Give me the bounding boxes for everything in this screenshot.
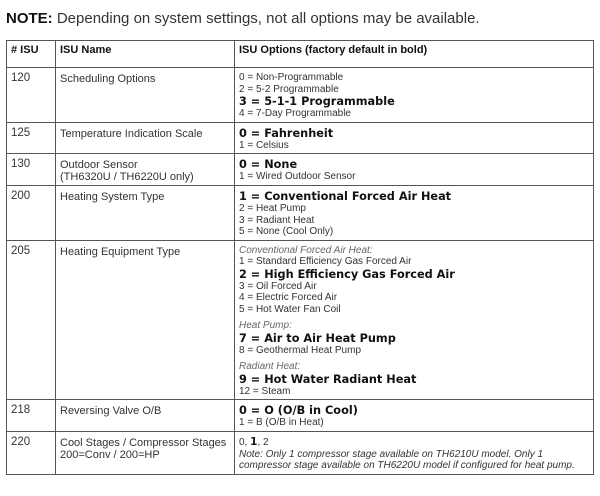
option-item: 2 = 5-2 Programmable [239,83,339,95]
option-item: 2 = Heat Pump [239,203,306,214]
table-row [7,431,594,474]
option-group-label: Heat Pump: [239,320,292,331]
option-item: 1 = Standard Efficiency Gas Forced Air [239,256,412,267]
default-option: 1 [250,435,258,448]
option-item: 1 = Wired Outdoor Sensor [239,171,356,182]
table-body [7,68,594,475]
note-text: Depending on system settings, not all options may be available. [52,10,480,27]
header-isu-name: ISU Name [56,41,235,68]
default-option: 9 = Hot Water Radiant Heat [239,372,417,386]
default-option: 0 = O (O/B in Cool) [239,404,358,417]
isu-name-cell [56,154,235,186]
default-option: 1 = Conventional Forced Air Heat [239,190,452,203]
availability-note [6,10,480,28]
isu-options-cell [235,68,594,123]
header-isu-number: # ISU [7,41,56,68]
isu-name-cell [56,240,235,400]
isu-options-cell [235,186,594,241]
isu-name-line: Heating System Type [60,191,165,203]
isu-name-line: Reversing Valve O/B [60,405,162,417]
isu-table [6,40,594,475]
isu-name-line: Outdoor Sensor [60,159,138,171]
default-option: 0 = None [239,158,298,171]
isu-number-cell: 125 [7,122,56,154]
option-item: 5 = None (Cool Only) [239,226,334,237]
table-row [7,154,594,186]
isu-options-cell [235,240,594,400]
isu-number-cell: 200 [7,186,56,241]
option-group-label: Radiant Heat: [239,361,301,372]
option-item: 3 = Oil Forced Air [239,280,317,292]
default-option: 3 = 5-1-1 Programmable [239,95,395,108]
isu-name-line: Heating Equipment Type [60,245,181,258]
option-group-label: Conventional Forced Air Heat: [239,244,373,256]
note-label: NOTE: [6,10,53,27]
default-option: 0 = Fahrenheit [239,126,334,140]
table-row [7,240,594,400]
isu-name-line: Scheduling Options [60,73,156,85]
isu-name-cell [56,186,235,241]
option-item: 4 = 7-Day Programmable [239,108,351,119]
header-isu-options: ISU Options (factory default in bold) [235,41,594,68]
isu-name-cell [56,431,235,474]
option-item: 12 = Steam [239,385,291,397]
option-item: 0, 1, 2 [239,435,269,448]
default-option: 7 = Air to Air Heat Pump [239,331,396,345]
isu-options-cell [235,122,594,154]
table-row [7,186,594,241]
isu-name-line: 200=Conv / 200=HP [60,448,160,461]
table-header-row [7,41,594,68]
option-item: 3 = Radiant Heat [239,214,315,226]
isu-number-cell: 205 [7,240,56,400]
isu-name-cell [56,400,235,432]
option-item: 5 = Hot Water Fan Coil [239,303,341,315]
table-row [7,68,594,123]
isu-name-cell [56,122,235,154]
option-note: Note: Only 1 compressor stage available on TH6210U model. Only 1 compressor stage available on TH6220U model if configured for heat pump. [239,448,575,471]
default-option: 2 = High Efficiency Gas Forced Air [239,267,455,281]
isu-options-cell [235,154,594,186]
isu-name-cell [56,68,235,123]
isu-number-cell: 218 [7,400,56,432]
option-item: 8 = Geothermal Heat Pump [239,344,362,356]
isu-name-line: Cool Stages / Compressor Stages [60,436,227,449]
isu-options-cell [235,400,594,432]
option-item: 1 = B (O/B in Heat) [239,417,324,428]
isu-name-line: (TH6320U / TH6220U only) [60,171,194,183]
isu-options-cell [235,431,594,474]
table-row [7,122,594,154]
option-item: 4 = Electric Forced Air [239,292,338,303]
option-item: 0 = Non-Programmable [239,72,344,83]
isu-number-cell: 120 [7,68,56,123]
isu-number-cell: 130 [7,154,56,186]
option-item: 1 = Celsius [239,139,289,151]
isu-number-cell: 220 [7,431,56,474]
isu-name-line: Temperature Indication Scale [60,127,203,140]
table-row [7,400,594,432]
